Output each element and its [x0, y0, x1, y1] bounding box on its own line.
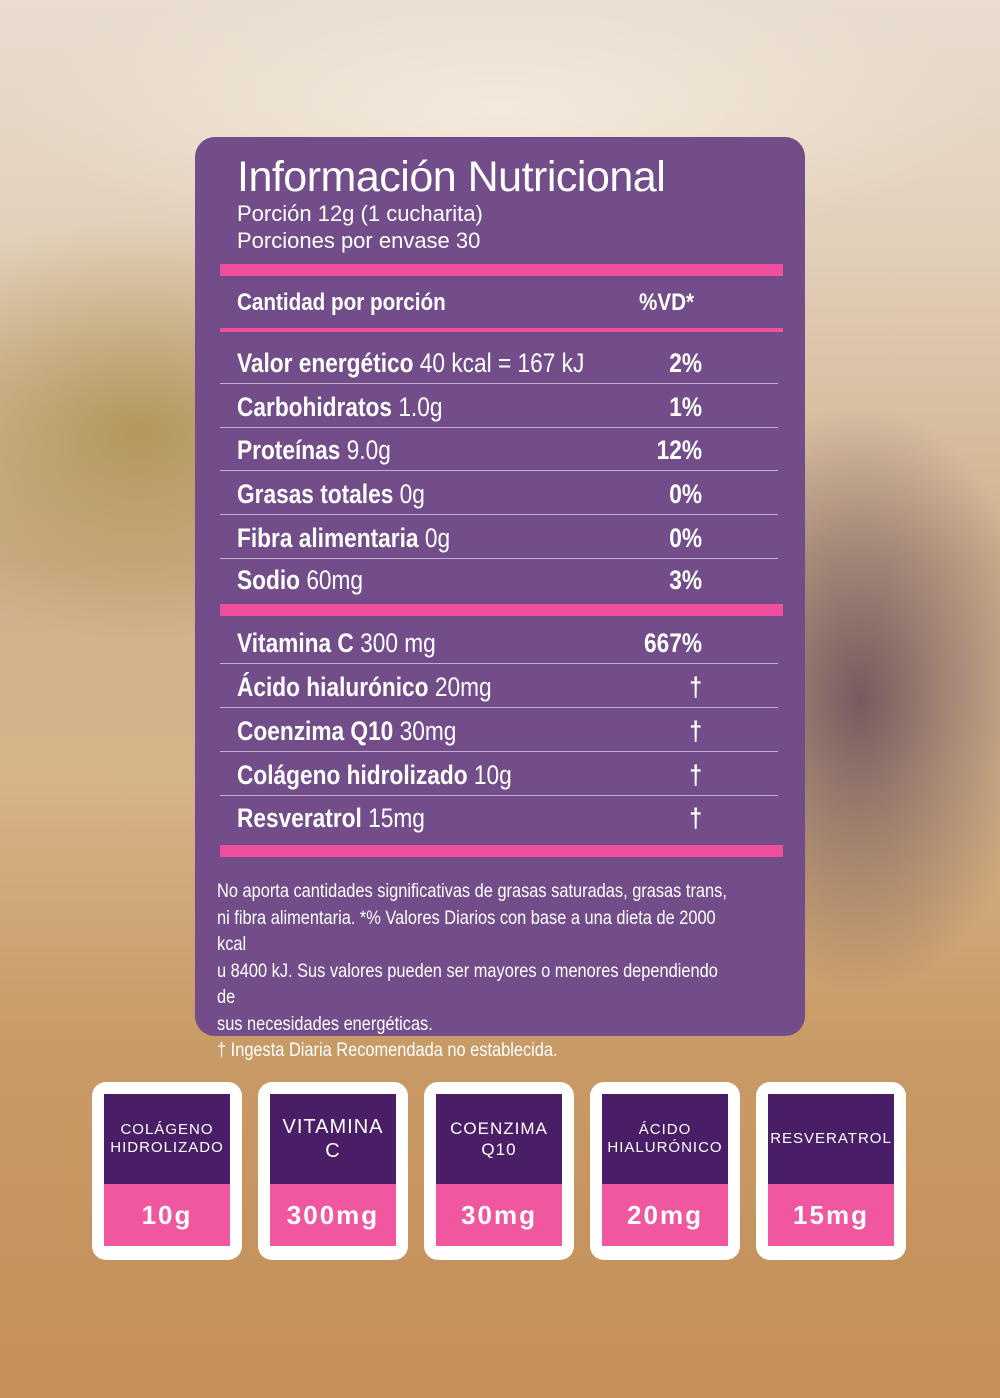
- extra-row: [220, 620, 778, 664]
- extra-amount: 10g: [473, 760, 512, 790]
- nutrient-row: [220, 427, 778, 471]
- badge-amount: 15mg: [768, 1184, 894, 1246]
- nutrient-amount: 0g: [424, 523, 451, 553]
- nutrient-amount: 1.0g: [398, 392, 443, 422]
- extra-amount: 20mg: [434, 672, 492, 702]
- extra-name: Resveratrol: [237, 803, 362, 833]
- badge-amount: 10g: [104, 1184, 230, 1246]
- nutrient-row: [220, 557, 778, 600]
- extra-row: [220, 795, 778, 838]
- footnote-line: ni fibra alimentaria. *% Valores Diarios con base a una dieta de 2000 kcal: [217, 906, 716, 955]
- serving-size: Porción 12g (1 cucharita): [237, 201, 483, 226]
- footnote-line: sus necesidades energéticas.: [217, 1012, 433, 1035]
- divider-top: [220, 264, 783, 276]
- extra-name: Coenzima Q10: [237, 716, 394, 746]
- label-title: Información Nutricional: [237, 153, 666, 201]
- nutrient-amount: 0g: [399, 479, 425, 509]
- extra-name: Ácido hialurónico: [237, 672, 429, 702]
- nutrient-row: [220, 471, 778, 515]
- extra-dv: †: [689, 672, 702, 702]
- badge-name: RESVERATROL: [768, 1094, 894, 1184]
- extra-row: [220, 664, 778, 708]
- servings-per-container: Porciones por envase 30: [237, 228, 481, 253]
- badge-acido-hialuronico: [590, 1082, 740, 1260]
- extra-dv: †: [689, 716, 702, 746]
- nutrient-dv: 1%: [669, 392, 702, 422]
- footnote: [217, 878, 738, 1064]
- nutrient-dv: 2%: [669, 348, 702, 378]
- badge-amount: 300mg: [270, 1184, 396, 1246]
- nutrient-row: [220, 515, 778, 559]
- badge-amount: 30mg: [436, 1184, 562, 1246]
- nutrient-row: [220, 340, 778, 384]
- extra-row: [220, 752, 778, 796]
- extra-amount: 30mg: [399, 716, 457, 746]
- extra-amount: 300 mg: [360, 628, 436, 658]
- extra-dv: †: [689, 803, 702, 833]
- badge-coenzima: [424, 1082, 574, 1260]
- extra-amount: 15mg: [368, 803, 425, 833]
- badge-name: ÁCIDO HIALURÓNICO: [602, 1094, 728, 1184]
- nutrient-dv: 3%: [669, 565, 702, 595]
- nutrient-amount: 9.0g: [346, 435, 391, 465]
- nutrient-name: Grasas totales: [237, 479, 394, 509]
- footnote-line: No aporta cantidades significativas de grasas saturadas, grasas trans,: [217, 880, 727, 902]
- header-daily-value: %VD*: [639, 289, 695, 316]
- nutrient-amount: 40 kcal = 167 kJ: [419, 348, 585, 378]
- badge-colageno: [92, 1082, 242, 1260]
- extra-dv: 667%: [643, 628, 702, 658]
- nutrient-dv: 0%: [669, 523, 702, 553]
- footnote-line: u 8400 kJ. Sus valores pueden ser mayores o menores dependiendo de: [217, 959, 718, 1008]
- nutrient-name: Valor energético: [237, 348, 414, 378]
- badge-vitamina-c: [258, 1082, 408, 1260]
- extra-name: Colágeno hidrolizado: [237, 760, 468, 790]
- nutrient-dv: 12%: [656, 435, 702, 465]
- nutrition-facts-panel: [195, 137, 805, 1061]
- extra-name: Vitamina C: [237, 628, 354, 658]
- divider-middle: [220, 604, 783, 616]
- badge-name: COLÁGENO HIDROLIZADO: [104, 1094, 230, 1184]
- divider-header: [220, 328, 783, 332]
- nutrient-row: [220, 384, 778, 428]
- badge-amount: 20mg: [602, 1184, 728, 1246]
- nutrient-name: Proteínas: [237, 435, 341, 465]
- badge-name: VITAMINA C: [270, 1094, 396, 1184]
- divider-bottom: [220, 845, 783, 857]
- badge-resveratrol: [756, 1082, 906, 1260]
- header-amount: Cantidad por porción: [237, 289, 446, 316]
- badge-name: COENZIMA Q10: [436, 1094, 562, 1184]
- nutrient-dv: 0%: [669, 479, 702, 509]
- nutrient-name: Fibra alimentaria: [237, 523, 419, 553]
- nutrient-name: Carbohidratos: [237, 392, 393, 422]
- extra-dv: †: [689, 760, 702, 790]
- nutrient-name: Sodio: [237, 565, 300, 595]
- nutrient-amount: 60mg: [306, 565, 364, 595]
- extra-row: [220, 708, 778, 752]
- footnote-line: † Ingesta Diaria Recomendada no establecida.: [217, 1039, 558, 1061]
